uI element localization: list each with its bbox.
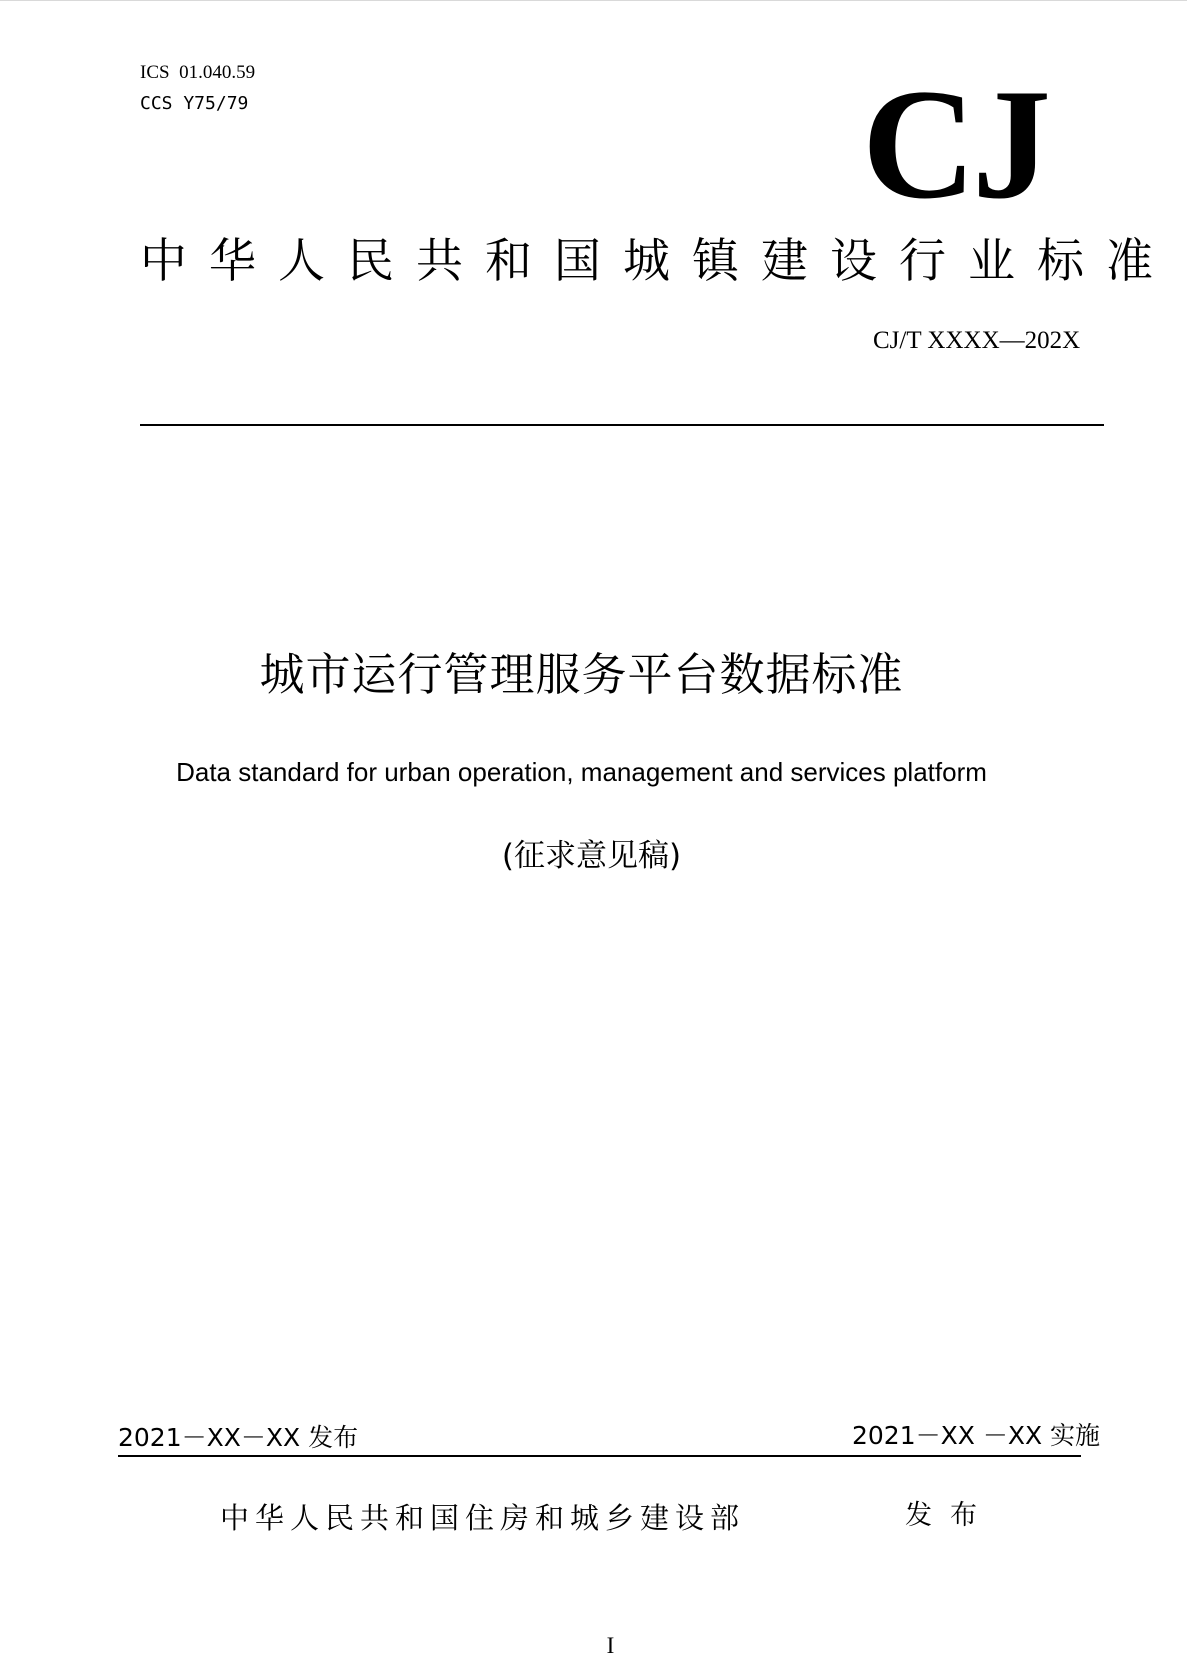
issue-word: 发布	[905, 1500, 995, 1531]
document-title-en	[0, 756, 1187, 788]
effective-date: 2021－XX －XX 实施	[852, 1421, 1101, 1450]
standard-number: CJ/T XXXX—202X	[873, 327, 1081, 354]
header-divider	[140, 424, 1104, 426]
issuing-authority: 中华人民共和国住房和城乡建设部	[220, 1501, 746, 1535]
page-top-edge	[0, 0, 1187, 1]
page-number	[0, 1632, 1187, 1660]
ccs-code: CCS Y75/79	[140, 93, 249, 114]
document-title-en-text: Data standard for urban operation, management and services platform	[176, 757, 987, 787]
standard-category-title: 中华人民共和国城镇建设行业标准	[140, 234, 1175, 289]
ics-code: ICS 01.040.59	[140, 62, 256, 83]
document-title-cn	[0, 645, 1187, 705]
issue-date: 2021－XX－XX 发布	[118, 1423, 359, 1452]
cj-logo: CJ	[862, 57, 1048, 232]
document-title-cn-text: 城市运行管理服务平台数据标准	[259, 648, 904, 701]
footer-divider	[118, 1455, 1081, 1457]
draft-label	[0, 836, 1187, 876]
draft-label-text: (征求意见稿)	[501, 838, 682, 874]
page-number-text: I	[606, 1633, 615, 1658]
